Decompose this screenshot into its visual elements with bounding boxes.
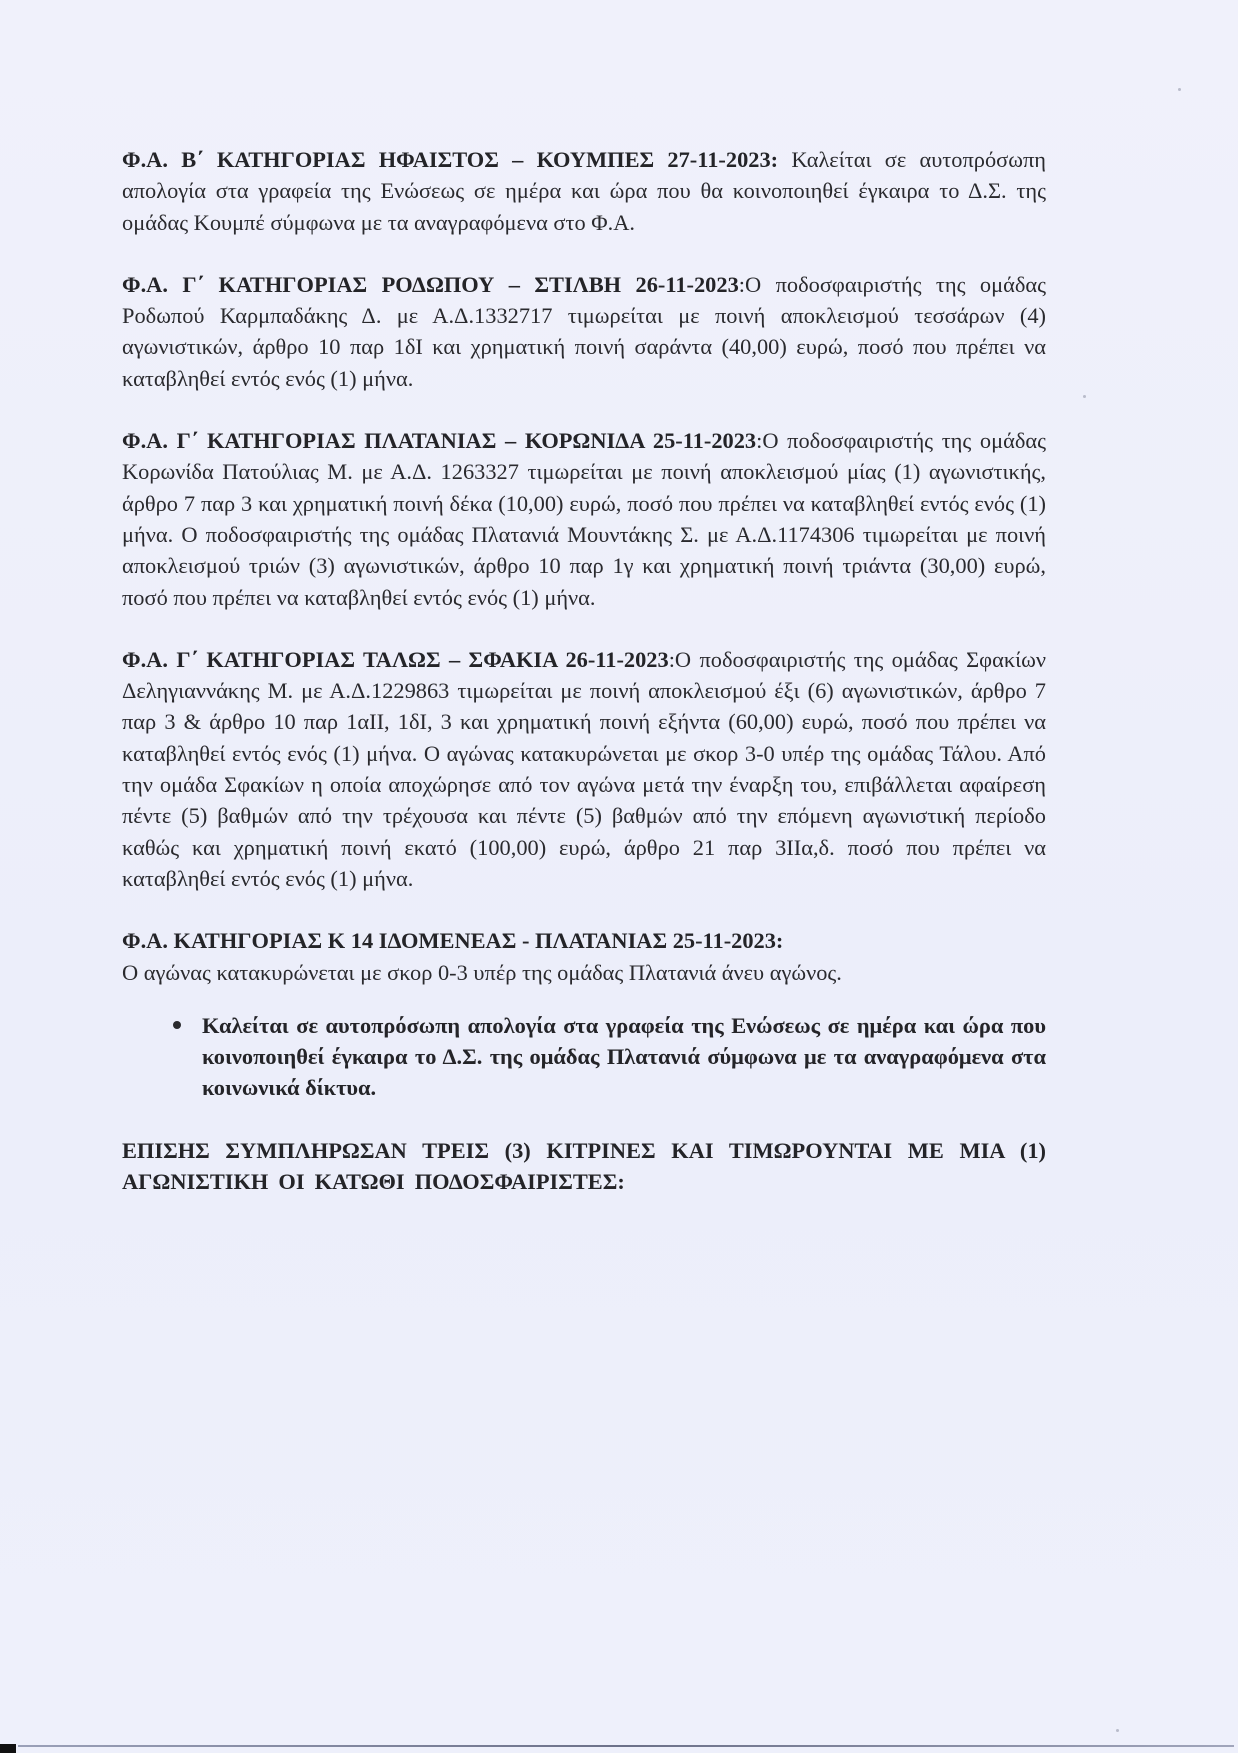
scan-speck (1178, 88, 1181, 91)
scan-speck (1083, 395, 1086, 398)
bullet-list (122, 1010, 1046, 1104)
scan-speck (1116, 1729, 1119, 1732)
section-idomeneas-platanias (122, 925, 1046, 988)
section-text: Ο αγώνας κατακυρώνεται με σκορ 0-3 υπέρ της ομάδας Πλατανιά άνευ αγώνος. (122, 959, 842, 985)
section-text: :Ο ποδοσφαιριστής της ομάδας Ροδωπού Καρμπαδάκης Δ. με Α.Δ.1332717 τιμωρείται με ποινή αποκλεισμού τεσσάρων (4) αγωνιστικών, άρθρο 10 παρ 1δΙ και χρηματική ποινή σαράντα (40,00) ευρώ, ποσό που πρέπει να καταβληθεί εντός ενός (1) μήνα. (122, 271, 1046, 391)
section-heading: Φ.Α. Β΄ ΚΑΤΗΓΟΡΙΑΣ ΗΦΑΙΣΤΟΣ – ΚΟΥΜΠΕΣ 27-11-2023: (122, 147, 779, 172)
document-body (122, 144, 1046, 1197)
bullet-icon (173, 1021, 181, 1029)
scan-corner-mark (0, 1744, 16, 1753)
section-heading: Φ.Α. Γ΄ ΚΑΤΗΓΟΡΙΑΣ ΤΑΛΩΣ – ΣΦΑΚΙΑ 26-11-2023 (122, 646, 669, 672)
section-text: :Ο ποδοσφαιριστής της ομάδας Σφακίων Δεληγιαννάκης Μ. με Α.Δ.1229863 τιμωρείται με ποινή αποκλεισμού έξι (6) αγωνιστικών, άρθρο 7 παρ 3 & άρθρο 10 παρ 1αΙΙ, 1δΙ, 3 και χρηματική ποινή εξήντα (60,00) ευρώ, ποσό που πρέπει να καταβληθεί εντός ενός (1) μήνα. Ο αγώνας κατακυρώνεται με σκορ 3-0 υπέρ της ομάδας Τάλου. Από την ομάδα Σφακίων η οποία αποχώρησε από τον αγώνα μετά την έναρξη του, επιβάλλεται αφαίρεση πέντε (5) βαθμών από την τρέχουσα και πέντε (5) βαθμών από την επόμενη αγωνιστική περίοδο καθώς και χρηματική ποινή εκατό (100,00) ευρώ, άρθρο 21 παρ 3ΙΙα,δ. ποσό που πρέπει να καταβληθεί εντός ενός (1) μήνα. (122, 646, 1046, 891)
section-hfaistos-koumpes (122, 144, 1046, 238)
bullet-item (202, 1010, 1046, 1104)
closing-notice: ΕΠΙΣΗΣ ΣΥΜΠΛΗΡΩΣΑΝ ΤΡΕΙΣ (3) ΚΙΤΡΙΝΕΣ ΚΑΙ ΤΙΜΩΡΟΥΝΤΑΙ ΜΕ ΜΙΑ (1) ΑΓΩΝΙΣΤΙΚΗ ΟΙ ΚΑΤΩΘΙ ΠΟΔΟΣΦΑΙΡΙΣΤΕΣ: (122, 1137, 1046, 1195)
section-platanias-koronida (122, 425, 1046, 613)
section-heading: Φ.Α. Γ΄ ΚΑΤΗΓΟΡΙΑΣ ΠΛΑΤΑΝΙΑΣ – ΚΟΡΩΝΙΔΑ 25-11-2023 (122, 428, 757, 454)
section-talos-sfakia (122, 644, 1046, 894)
section-text: :Ο ποδοσφαιριστής της ομάδας Κορωνίδα Πατούλιας Μ. με Α.Δ. 1263327 τιμωρείται με ποινή αποκλεισμού μίας (1) αγωνιστικής, άρθρο 7 παρ 3 και χρηματική ποινή δέκα (10,00) ευρώ, ποσό που πρέπει να καταβληθεί εντός ενός (1) μήνα. Ο ποδοσφαιριστής της ομάδας Πλατανιά Μουντάκης Σ. με Α.Δ.1174306 τιμωρείται με ποινή αποκλεισμού τριών (3) αγωνιστικών, άρθρο 10 παρ 1γ και χρηματική ποινή τριάντα (30,00) ευρώ, ποσό που πρέπει να καταβληθεί εντός ενός (1) μήνα. (122, 428, 1047, 610)
scan-edge-line (18, 1745, 1234, 1747)
section-rodopou-stilvi (122, 269, 1046, 394)
section-heading: Φ.Α. ΚΑΤΗΓΟΡΙΑΣ Κ 14 ΙΔΟΜΕΝΕΑΣ - ΠΛΑΤΑΝΙΑΣ 25-11-2023: (122, 928, 784, 954)
section-heading: Φ.Α. Γ΄ ΚΑΤΗΓΟΡΙΑΣ ΡΟΔΩΠΟΥ – ΣΤΙΛΒΗ 26-11-2023 (122, 271, 739, 297)
bullet-text: Καλείται σε αυτοπρόσωπη απολογία στα γραφεία της Ενώσεως σε ημέρα και ώρα που κοινοποιηθεί έγκαιρα το Δ.Σ. της ομάδας Πλατανιά σύμφωνα με τα αναγραφόμενα στα κοινωνικά δίκτυα. (202, 1012, 1046, 1101)
section-text: Καλείται σε αυτοπρόσωπη απολογία στα γραφεία της Ενώσεως σε ημέρα και ώρα που θα κοινοποιηθεί έγκαιρα το Δ.Σ. της ομάδας Κουμπέ σύμφωνα με τα αναγραφόμενα στο Φ.Α. (122, 147, 1046, 235)
